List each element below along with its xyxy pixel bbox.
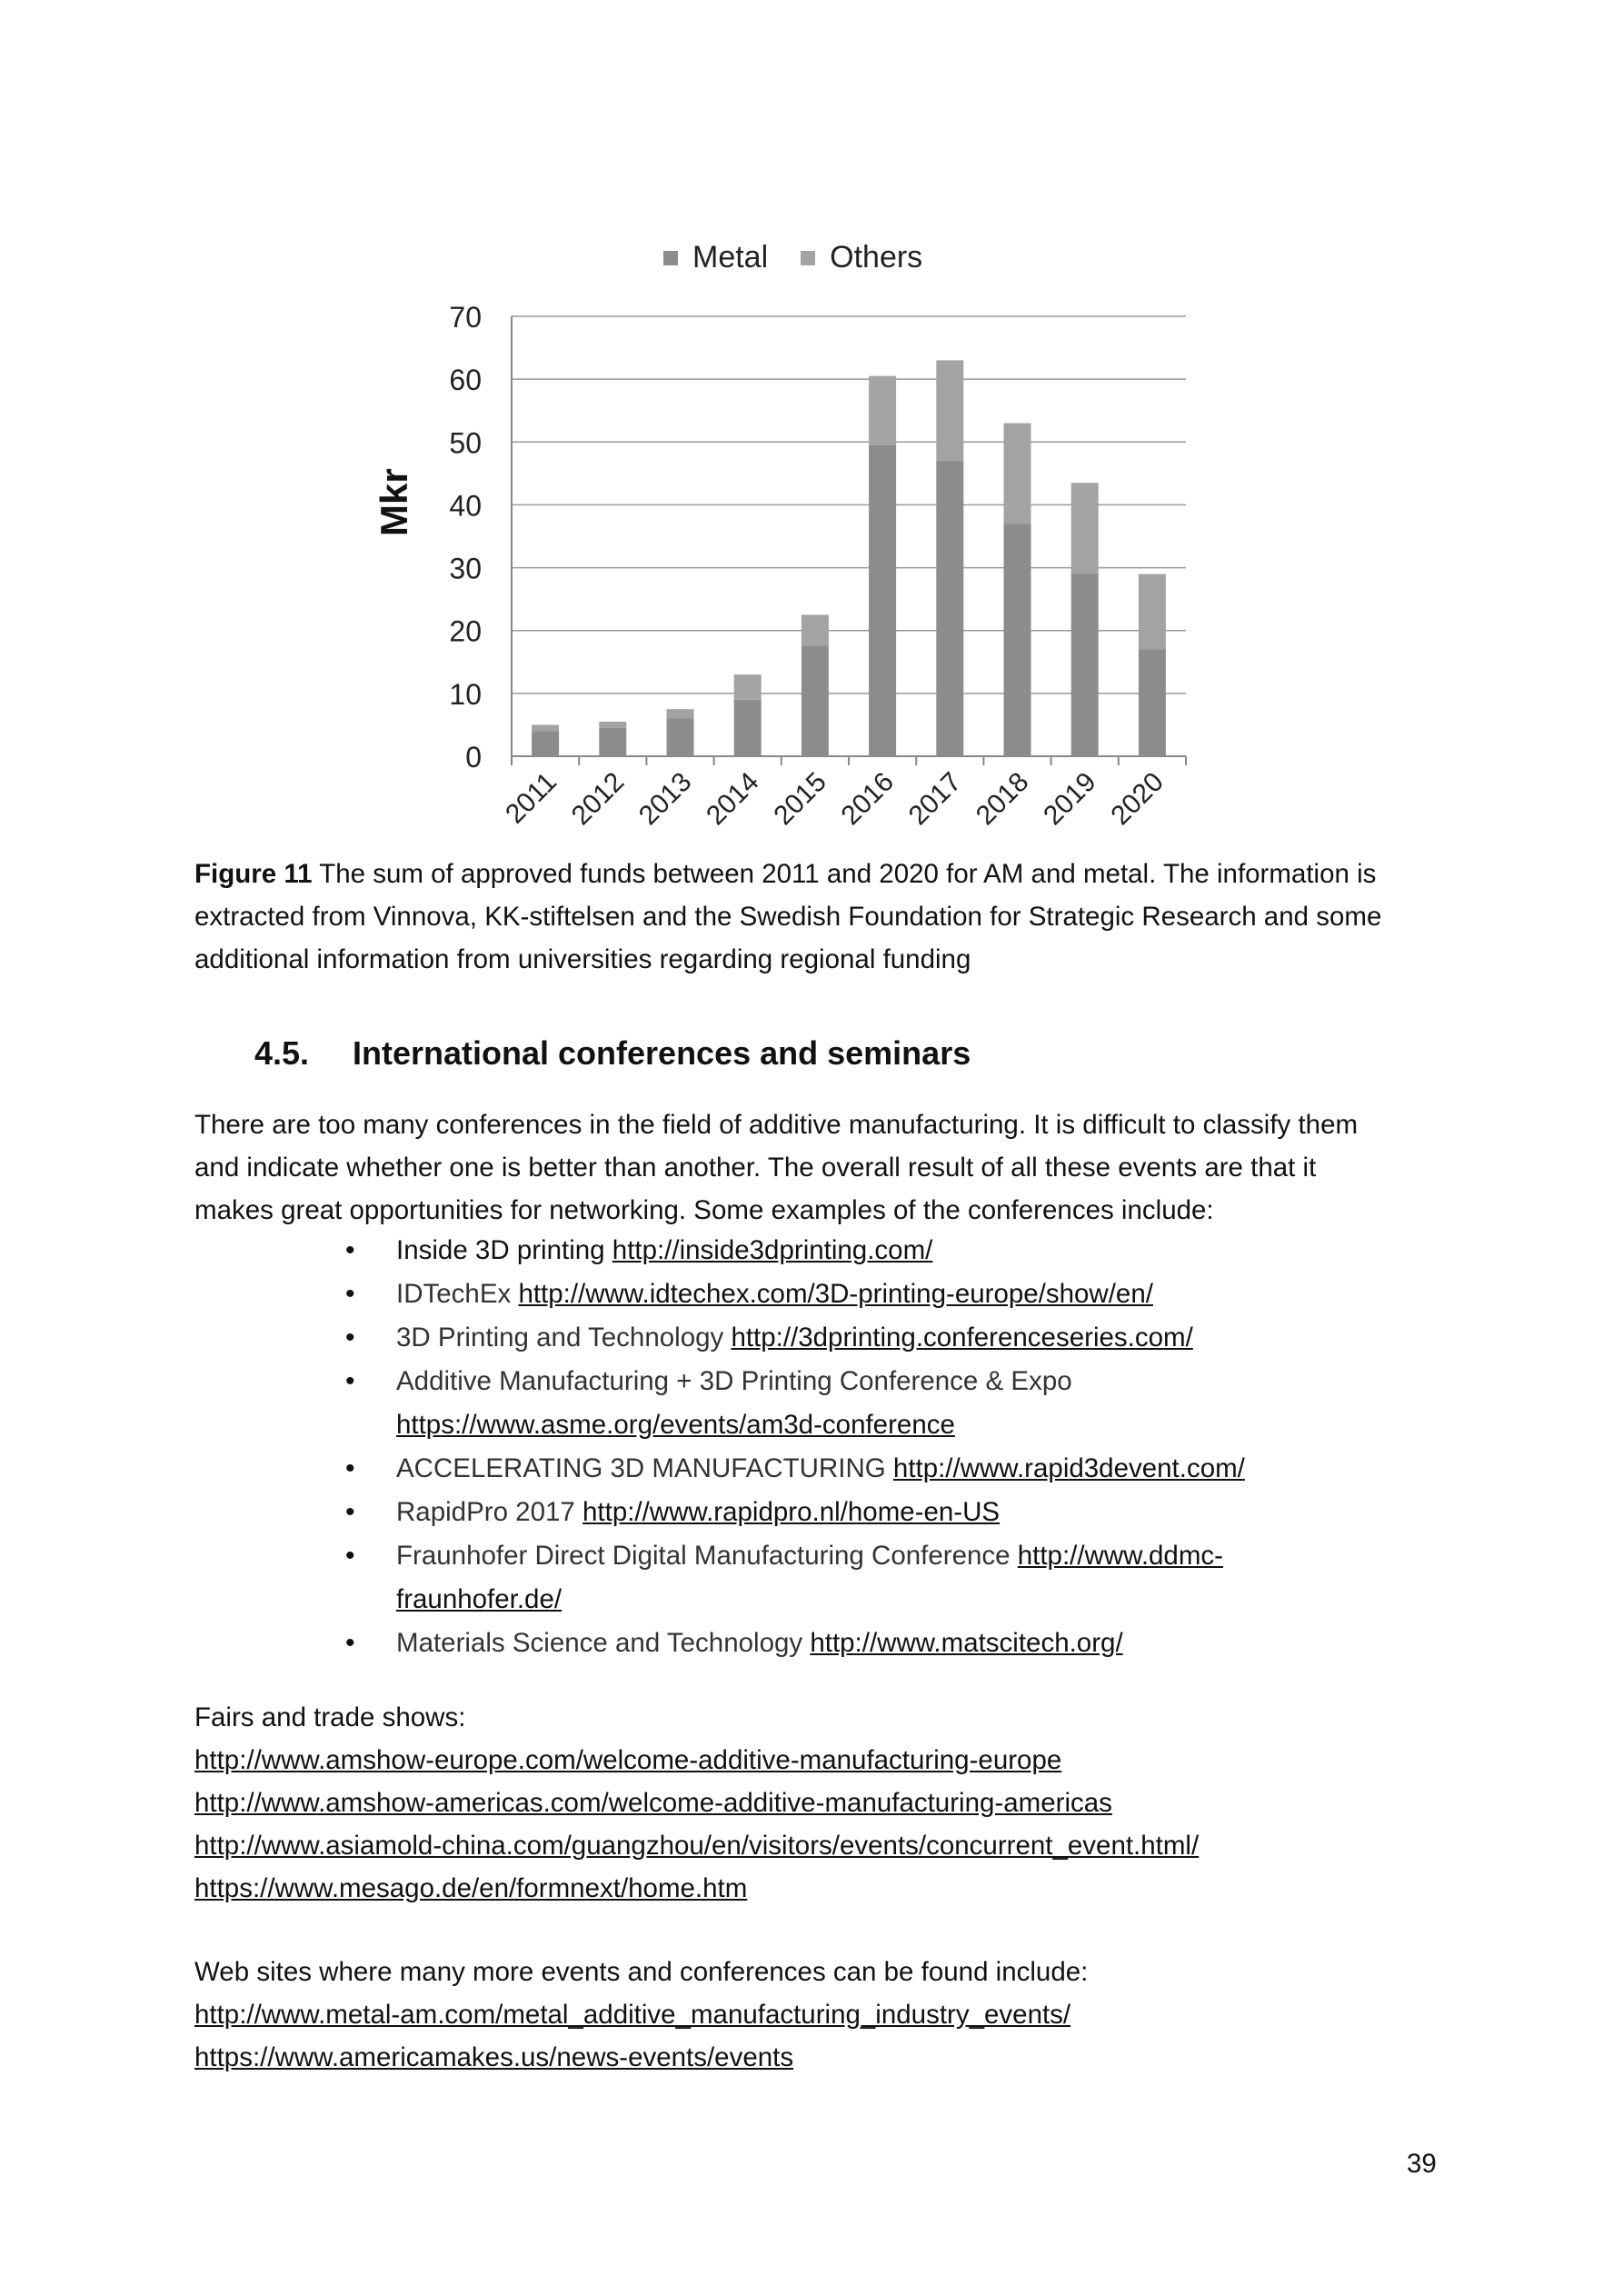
intro-line-3: makes great opportunities for networking. Some examples of the conferences include: bbox=[194, 1195, 1214, 1225]
bar-metal bbox=[532, 731, 559, 756]
fair-link[interactable]: https://www.mesago.de/en/formnext/home.htm bbox=[194, 1873, 748, 1903]
bar-metal bbox=[734, 700, 762, 756]
x-tick-label: 2014 bbox=[701, 766, 765, 832]
bar-others bbox=[667, 709, 694, 718]
bar-others bbox=[802, 614, 829, 646]
bar-metal bbox=[667, 719, 694, 756]
bar-metal bbox=[802, 646, 829, 756]
x-tick-label: 2020 bbox=[1105, 766, 1170, 832]
caption-line-3: additional information from universities regarding regional funding bbox=[194, 944, 971, 974]
y-tick-label: 40 bbox=[449, 489, 482, 523]
websites-block bbox=[194, 1951, 1449, 2079]
x-tick-label: 2016 bbox=[835, 766, 901, 832]
conference-link[interactable]: http://www.rapidpro.nl/home-en-US bbox=[582, 1497, 1001, 1527]
conference-list bbox=[345, 1229, 1305, 1665]
x-tick-label: 2011 bbox=[500, 766, 563, 830]
conference-name: 3D Printing and Technology bbox=[396, 1323, 732, 1353]
conference-link[interactable]: http://www.idtechex.com/3D-printing-europe/show/en/ bbox=[518, 1279, 1153, 1309]
website-link[interactable]: https://www.americamakes.us/news-events/events bbox=[194, 2042, 794, 2072]
list-item bbox=[396, 1491, 1305, 1534]
bar-others bbox=[1071, 483, 1099, 574]
list-item bbox=[396, 1360, 1305, 1447]
section-heading bbox=[254, 1034, 971, 1073]
legend-label-others: Others bbox=[830, 240, 923, 275]
websites-heading: Web sites where many more events and conferences can be found include: bbox=[194, 1957, 1089, 1987]
fairs-heading: Fairs and trade shows: bbox=[194, 1702, 466, 1732]
fairs-block bbox=[194, 1696, 1449, 1910]
section-number: 4.5. bbox=[254, 1034, 310, 1072]
bar-others bbox=[1004, 424, 1031, 524]
bar-metal bbox=[1139, 649, 1166, 756]
bar-others bbox=[599, 722, 626, 728]
y-tick-label: 20 bbox=[449, 614, 482, 648]
fair-link[interactable]: http://www.amshow-americas.com/welcome-additive-manufacturing-americas bbox=[194, 1788, 1112, 1818]
list-item bbox=[396, 1534, 1305, 1622]
conference-link-continued[interactable]: fraunhofer.de/ bbox=[396, 1584, 563, 1614]
conference-link[interactable]: http://3dprinting.conferenceseries.com/ bbox=[731, 1323, 1193, 1353]
funding-bar-chart bbox=[0, 0, 1623, 873]
bar-metal bbox=[599, 728, 626, 756]
caption-label: Figure 11 bbox=[194, 859, 313, 889]
y-tick-label: 70 bbox=[449, 301, 482, 334]
conference-name: IDTechEx bbox=[396, 1279, 519, 1309]
x-tick-label: 2013 bbox=[632, 766, 698, 832]
conference-name: ACCELERATING 3D MANUFACTURING bbox=[396, 1453, 893, 1483]
bar-others bbox=[869, 376, 896, 445]
x-tick-label: 2018 bbox=[970, 766, 1035, 832]
x-tick-label: 2015 bbox=[768, 766, 832, 832]
caption-line-1: The sum of approved funds between 2011 and 2020 for AM and metal. The information is bbox=[312, 859, 1377, 889]
intro-line-2: and indicate whether one is better than another. The overall result of all these events are that it bbox=[194, 1153, 1317, 1183]
figure-caption bbox=[194, 853, 1430, 981]
conference-link[interactable]: http://inside3dprinting.com/ bbox=[612, 1235, 933, 1265]
bar-metal bbox=[869, 445, 896, 756]
list-item bbox=[396, 1316, 1305, 1360]
conference-name: RapidPro 2017 bbox=[396, 1497, 583, 1527]
x-tick-label: 2017 bbox=[902, 766, 968, 832]
y-axis-label: Mkr bbox=[373, 468, 415, 536]
list-item bbox=[396, 1447, 1305, 1491]
conference-link[interactable]: http://www.rapid3devent.com/ bbox=[892, 1453, 1245, 1483]
y-tick-label: 50 bbox=[449, 426, 482, 460]
conference-link[interactable]: https://www.asme.org/events/am3d-conference bbox=[396, 1410, 955, 1440]
conference-name: Materials Science and Technology bbox=[396, 1628, 811, 1658]
intro-paragraph bbox=[194, 1103, 1439, 1232]
page-number: 39 bbox=[1407, 2149, 1437, 2179]
conference-link[interactable]: http://www.ddmc- bbox=[1017, 1541, 1223, 1571]
bar-others bbox=[936, 360, 963, 461]
legend-label-metal: Metal bbox=[692, 240, 769, 275]
list-item bbox=[396, 1622, 1305, 1665]
conference-name: Fraunhofer Direct Digital Manufacturing Conference bbox=[396, 1541, 1018, 1571]
section-title: International conferences and seminars bbox=[353, 1034, 971, 1072]
bar-others bbox=[734, 674, 762, 700]
y-tick-label: 0 bbox=[465, 741, 482, 774]
conference-name: Inside 3D printing bbox=[396, 1235, 612, 1265]
bar-metal bbox=[1004, 524, 1031, 756]
bar-others bbox=[1139, 574, 1166, 649]
website-link[interactable]: http://www.metal-am.com/metal_additive_manufacturing_industry_events/ bbox=[194, 2000, 1071, 2030]
y-tick-label: 60 bbox=[449, 364, 482, 397]
y-tick-label: 10 bbox=[449, 677, 482, 711]
y-tick-label: 30 bbox=[449, 552, 482, 585]
caption-line-2: extracted from Vinnova, KK-stiftelsen and the Swedish Foundation for Strategic Research and some bbox=[194, 902, 1382, 932]
list-item bbox=[396, 1273, 1305, 1316]
list-item bbox=[396, 1229, 1305, 1273]
x-tick-label: 2012 bbox=[565, 766, 631, 832]
bar-metal bbox=[1071, 574, 1099, 756]
bar-others bbox=[532, 724, 559, 731]
x-tick-label: 2019 bbox=[1038, 766, 1102, 832]
intro-line-1: There are too many conferences in the field of additive manufacturing. It is difficult to classify them bbox=[194, 1110, 1359, 1140]
bar-metal bbox=[936, 461, 963, 756]
fair-link[interactable]: http://www.asiamold-china.com/guangzhou/en/visitors/events/concurrent_event.html/ bbox=[194, 1831, 1200, 1861]
conference-link[interactable]: http://www.matscitech.org/ bbox=[810, 1628, 1123, 1658]
fair-link[interactable]: http://www.amshow-europe.com/welcome-additive-manufacturing-europe bbox=[194, 1745, 1062, 1775]
conference-name: • Additive Manufacturing + 3D Printing Conference & Expo bbox=[396, 1366, 1072, 1396]
